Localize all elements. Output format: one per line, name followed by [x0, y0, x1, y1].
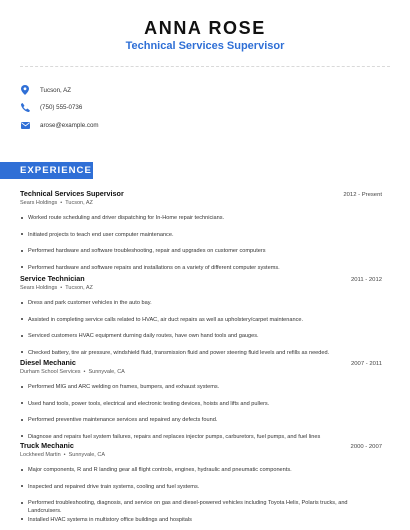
job-entry [20, 274, 382, 365]
job-bullets [20, 383, 382, 449]
bullet-item: Assisted in completing service calls related to HVAC, air duct repairs as well as upholstery/carpet maintenance. [20, 316, 382, 333]
job-company: Sears Holdings [20, 285, 58, 291]
bullet-item: Performed preventive maintenance services and repaired any defects found. [20, 416, 382, 433]
resume-title: Technical Services Supervisor [125, 40, 285, 52]
contact-phone-text: (750) 555-0736 [40, 103, 83, 111]
job-company-line: Durham School Services • Sunnyvale, CA [20, 369, 125, 375]
job-company: Sears Holdings [20, 200, 58, 206]
job-location: Sunnyvale, CA [68, 452, 105, 458]
bullet-item: Inspected and repaired drive train systems, cooling and fuel systems. [20, 483, 382, 500]
job-company-line: Sears Holdings • Tucson, AZ [20, 200, 93, 206]
bullet-item: Performed hardware and software troubleshooting, repair and upgrades on customer computers [20, 247, 382, 264]
job-bullets [20, 466, 382, 530]
job-company: Durham School Services [20, 369, 81, 375]
bullet-item: Diagnose and repairs fuel system failures, repairs and replaces injector pumps, carburetors, fuel pumps, and fuel lines [20, 433, 382, 450]
job-entry [20, 189, 382, 280]
job-dates: 2000 - 2007 [350, 444, 382, 450]
bullet-item: Performed MIG and ARC welding on frames, bumpers, and exhaust systems. [20, 383, 382, 400]
job-title: Diesel Mechanic [20, 358, 76, 367]
contact-email [20, 119, 320, 131]
bullet-item: Serviced customers HVAC equipment durning daily routes, have own hand tools and gauges. [20, 332, 382, 349]
job-company-line: Lockheed Martin • Sunnyvale, CA [20, 452, 105, 458]
experience-section-header: EXPERIENCE [0, 162, 93, 179]
location-pin-icon [20, 85, 30, 95]
job-company-line: Sears Holdings • Tucson, AZ [20, 285, 93, 291]
bullet-item: Major components, R and R landing gear all flight controls, engines, hydraulic and pneumatic components. [20, 466, 382, 483]
job-location: Sunnyvale, CA [88, 369, 125, 375]
job-dates: 2012 - Present [343, 192, 382, 198]
bullet-item: Dress and park customer vehicles in the auto bay. [20, 299, 382, 316]
bullet-item: Performed hardware and software repairs and installations on a variety of different computer systems. [20, 264, 382, 281]
contact-location-text: Tucson, AZ [40, 86, 72, 94]
job-location: Tucson, AZ [65, 200, 93, 206]
job-dates: 2011 - 2012 [350, 277, 382, 283]
job-bullets [20, 299, 382, 365]
job-entry [20, 441, 382, 530]
contact-phone [20, 101, 320, 113]
bullet-item: Checked battery, tire air pressure, windshield fluid, transmission fluid and power steering fluid levels and refills as needed. [20, 349, 382, 366]
resume-name: ANNA ROSE [144, 18, 266, 38]
bullet-item: Performed troubleshooting, diagnosis, and service on gas and diesel-powered vehicles including Toyota Helix, Polaris trucks, and Landcruisers. [20, 499, 382, 516]
job-dates: 2007 - 2011 [350, 361, 382, 367]
bullet-item: Initiated projects to teach end user computer maintenance. [20, 231, 382, 248]
job-entry [20, 358, 382, 449]
job-location: Tucson, AZ [65, 285, 93, 291]
bullet-item: Installed HVAC systems in multistory office buildings and hospitals [20, 516, 382, 530]
header-divider [20, 66, 390, 67]
contact-location [20, 84, 320, 96]
job-company: Lockheed Martin [20, 452, 61, 458]
job-bullets [20, 214, 382, 280]
job-title: Service Technician [20, 274, 85, 283]
email-icon [20, 120, 30, 130]
job-title: Truck Mechanic [20, 441, 74, 450]
bullet-item: Worked route scheduling and driver dispatching for In-Home repair technicians. [20, 214, 382, 231]
contact-email-text: arose@example.com [40, 121, 99, 129]
bullet-item: Used hand tools, power tools, electrical and electronic testing devices, hoists and lifts and pullers. [20, 400, 382, 417]
job-title: Technical Services Supervisor [20, 189, 124, 198]
phone-icon [20, 102, 30, 112]
